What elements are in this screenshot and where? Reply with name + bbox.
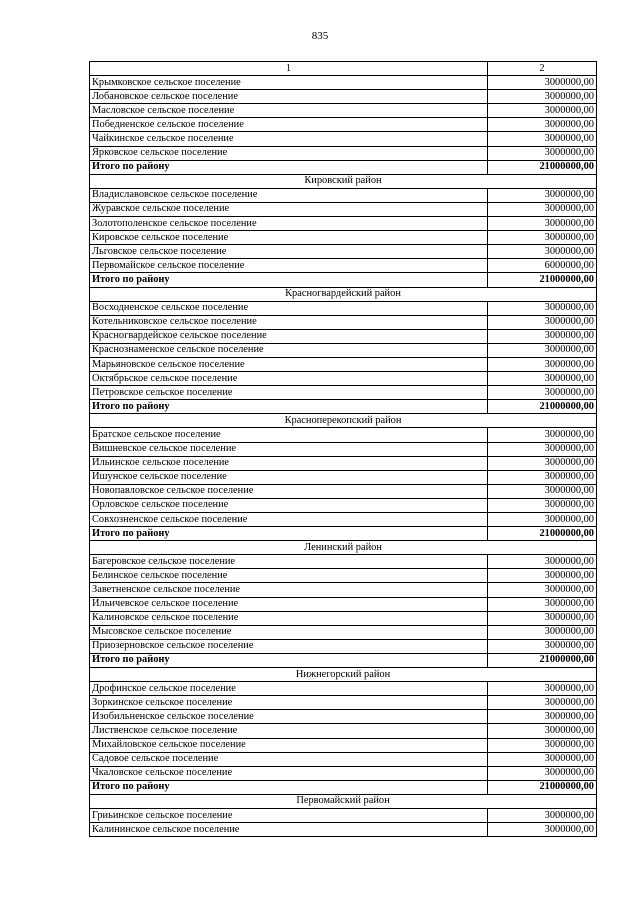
settlement-amount: 3000000,00: [488, 682, 597, 696]
district-header-row: [90, 174, 597, 188]
district-total-row: [90, 273, 597, 287]
page-number: 835: [311, 30, 329, 42]
table-row: [90, 343, 597, 357]
settlement-name: Дрофинское сельское поселение: [90, 682, 488, 696]
settlement-name: Садовое сельское поселение: [90, 752, 488, 766]
table-row: [90, 611, 597, 625]
table-row: [90, 724, 597, 738]
settlement-name: Ильинское сельское поселение: [90, 456, 488, 470]
settlement-amount: 3000000,00: [488, 386, 597, 400]
settlement-amount: 3000000,00: [488, 611, 597, 625]
settlement-name: Крымковское сельское поселение: [90, 76, 488, 90]
settlement-name: Калиновское сельское поселение: [90, 611, 488, 625]
table-row: [90, 766, 597, 780]
settlement-amount: 3000000,00: [488, 583, 597, 597]
settlement-amount: 3000000,00: [488, 823, 597, 837]
table-row: [90, 357, 597, 371]
table-row: [90, 372, 597, 386]
settlement-name: Котельниковское сельское поселение: [90, 315, 488, 329]
district-header-row: [90, 668, 597, 682]
settlement-name: Марьяновское сельское поселение: [90, 357, 488, 371]
table-row: [90, 188, 597, 202]
settlement-name: Победненское сельское поселение: [90, 118, 488, 132]
settlement-name: Чайкинское сельское поселение: [90, 132, 488, 146]
settlement-name: Золотополенское сельское поселение: [90, 217, 488, 231]
table-row: [90, 428, 597, 442]
table-row: [90, 217, 597, 231]
district-total-amount: 21000000,00: [488, 273, 597, 287]
settlement-name: Краснознаменское сельское поселение: [90, 343, 488, 357]
table-row: [90, 90, 597, 104]
settlement-amount: 3000000,00: [488, 639, 597, 653]
district-total-amount: 21000000,00: [488, 527, 597, 541]
settlement-name: Калининское сельское поселение: [90, 823, 488, 837]
allocation-table: [89, 61, 597, 837]
settlement-name: Зоркинское сельское поселение: [90, 696, 488, 710]
settlement-amount: 3000000,00: [488, 428, 597, 442]
district-name: Кировский район: [90, 174, 597, 188]
table-row: [90, 597, 597, 611]
settlement-amount: 6000000,00: [488, 259, 597, 273]
settlement-amount: 3000000,00: [488, 132, 597, 146]
settlement-name: Лобановское сельское поселение: [90, 90, 488, 104]
table-row: [90, 738, 597, 752]
settlement-amount: 3000000,00: [488, 724, 597, 738]
settlement-amount: 3000000,00: [488, 569, 597, 583]
settlement-name: Журавское сельское поселение: [90, 202, 488, 216]
settlement-amount: 3000000,00: [488, 766, 597, 780]
table-row: [90, 569, 597, 583]
district-header-row: [90, 794, 597, 808]
table-row: [90, 386, 597, 400]
district-total-row: [90, 653, 597, 667]
settlement-name: Петровское сельское поселение: [90, 386, 488, 400]
district-total-label: Итого по району: [90, 527, 488, 541]
table-row: [90, 104, 597, 118]
settlement-amount: 3000000,00: [488, 710, 597, 724]
settlement-amount: 3000000,00: [488, 372, 597, 386]
district-total-row: [90, 527, 597, 541]
table-row: [90, 202, 597, 216]
settlement-amount: 3000000,00: [488, 329, 597, 343]
district-total-label: Итого по району: [90, 653, 488, 667]
settlement-name: Белинское сельское поселение: [90, 569, 488, 583]
settlement-name: Вишневское сельское поселение: [90, 442, 488, 456]
district-header-row: [90, 414, 597, 428]
table-row: [90, 484, 597, 498]
settlement-name: Мысовское сельское поселение: [90, 625, 488, 639]
settlement-name: Совхозненское сельское поселение: [90, 513, 488, 527]
column-number-2: 2: [488, 62, 597, 76]
district-total-amount: 21000000,00: [488, 653, 597, 667]
settlement-amount: 3000000,00: [488, 202, 597, 216]
district-total-label: Итого по району: [90, 160, 488, 174]
district-total-label: Итого по району: [90, 400, 488, 414]
district-name: Ленинский район: [90, 541, 597, 555]
settlement-amount: 3000000,00: [488, 217, 597, 231]
settlement-name: Михайловское сельское поселение: [90, 738, 488, 752]
settlement-amount: 3000000,00: [488, 470, 597, 484]
settlement-amount: 3000000,00: [488, 738, 597, 752]
table-row: [90, 625, 597, 639]
settlement-name: Ильичевское сельское поселение: [90, 597, 488, 611]
settlement-amount: 3000000,00: [488, 118, 597, 132]
district-header-row: [90, 541, 597, 555]
table-row: [90, 752, 597, 766]
settlement-amount: 3000000,00: [488, 513, 597, 527]
column-number-row: [90, 62, 597, 76]
settlement-name: Багеровское сельское поселение: [90, 555, 488, 569]
table-row: [90, 513, 597, 527]
table-row: [90, 132, 597, 146]
settlement-name: Приозерновское сельское поселение: [90, 639, 488, 653]
settlement-amount: 3000000,00: [488, 484, 597, 498]
settlement-name: Гриьинское сельское поселение: [90, 808, 488, 822]
settlement-amount: 3000000,00: [488, 104, 597, 118]
settlement-name: Чкаловское сельское поселение: [90, 766, 488, 780]
table-row: [90, 315, 597, 329]
settlement-name: Заветненское сельское поселение: [90, 583, 488, 597]
settlement-amount: 3000000,00: [488, 555, 597, 569]
district-name: Нижнегорский район: [90, 668, 597, 682]
settlement-name: Орловское сельское поселение: [90, 498, 488, 512]
settlement-amount: 3000000,00: [488, 696, 597, 710]
settlement-name: Братское сельское поселение: [90, 428, 488, 442]
settlement-amount: 3000000,00: [488, 90, 597, 104]
settlement-name: Масловское сельское поселение: [90, 104, 488, 118]
district-total-row: [90, 400, 597, 414]
table-row: [90, 823, 597, 837]
table-row: [90, 231, 597, 245]
table-row: [90, 498, 597, 512]
table-row: [90, 710, 597, 724]
table-body: [90, 76, 597, 837]
table-row: [90, 555, 597, 569]
table-row: [90, 76, 597, 90]
district-total-amount: 21000000,00: [488, 400, 597, 414]
table-row: [90, 118, 597, 132]
table-row: [90, 696, 597, 710]
settlement-amount: 3000000,00: [488, 245, 597, 259]
settlement-amount: 3000000,00: [488, 357, 597, 371]
settlement-name: Владиславовское сельское поселение: [90, 188, 488, 202]
settlement-amount: 3000000,00: [488, 231, 597, 245]
settlement-name: Восходненское сельское поселение: [90, 301, 488, 315]
settlement-amount: 3000000,00: [488, 752, 597, 766]
district-total-amount: 21000000,00: [488, 780, 597, 794]
table-row: [90, 301, 597, 315]
district-name: Красноперекопский район: [90, 414, 597, 428]
settlement-amount: 3000000,00: [488, 188, 597, 202]
table-row: [90, 259, 597, 273]
table-row: [90, 470, 597, 484]
district-name: Первомайский район: [90, 794, 597, 808]
table-row: [90, 682, 597, 696]
settlement-name: Лиственское сельское поселение: [90, 724, 488, 738]
settlement-amount: 3000000,00: [488, 146, 597, 160]
district-total-label: Итого по району: [90, 273, 488, 287]
settlement-amount: 3000000,00: [488, 301, 597, 315]
settlement-amount: 3000000,00: [488, 343, 597, 357]
settlement-amount: 3000000,00: [488, 625, 597, 639]
settlement-name: Ишунское сельское поселение: [90, 470, 488, 484]
table-row: [90, 808, 597, 822]
table-row: [90, 146, 597, 160]
district-total-amount: 21000000,00: [488, 160, 597, 174]
table-row: [90, 639, 597, 653]
settlement-amount: 3000000,00: [488, 456, 597, 470]
settlement-amount: 3000000,00: [488, 597, 597, 611]
district-total-row: [90, 780, 597, 794]
table-row: [90, 583, 597, 597]
district-total-label: Итого по району: [90, 780, 488, 794]
district-header-row: [90, 287, 597, 301]
district-total-row: [90, 160, 597, 174]
settlement-amount: 3000000,00: [488, 315, 597, 329]
settlement-name: Ярковское сельское поселение: [90, 146, 488, 160]
settlement-name: Льговское сельское поселение: [90, 245, 488, 259]
settlement-amount: 3000000,00: [488, 442, 597, 456]
settlement-name: Новопавловское сельское поселение: [90, 484, 488, 498]
settlement-name: Красногвардейское сельское поселение: [90, 329, 488, 343]
table-row: [90, 245, 597, 259]
settlement-name: Изобильненское сельское поселение: [90, 710, 488, 724]
settlement-amount: 3000000,00: [488, 76, 597, 90]
settlement-name: Кировское сельское поселение: [90, 231, 488, 245]
table-row: [90, 442, 597, 456]
settlement-name: Октябрьское сельское поселение: [90, 372, 488, 386]
district-name: Красногвардейский район: [90, 287, 597, 301]
table-row: [90, 329, 597, 343]
settlement-amount: 3000000,00: [488, 498, 597, 512]
settlement-name: Первомайское сельское поселение: [90, 259, 488, 273]
column-number-1: 1: [90, 62, 488, 76]
settlement-amount: 3000000,00: [488, 808, 597, 822]
table-row: [90, 456, 597, 470]
